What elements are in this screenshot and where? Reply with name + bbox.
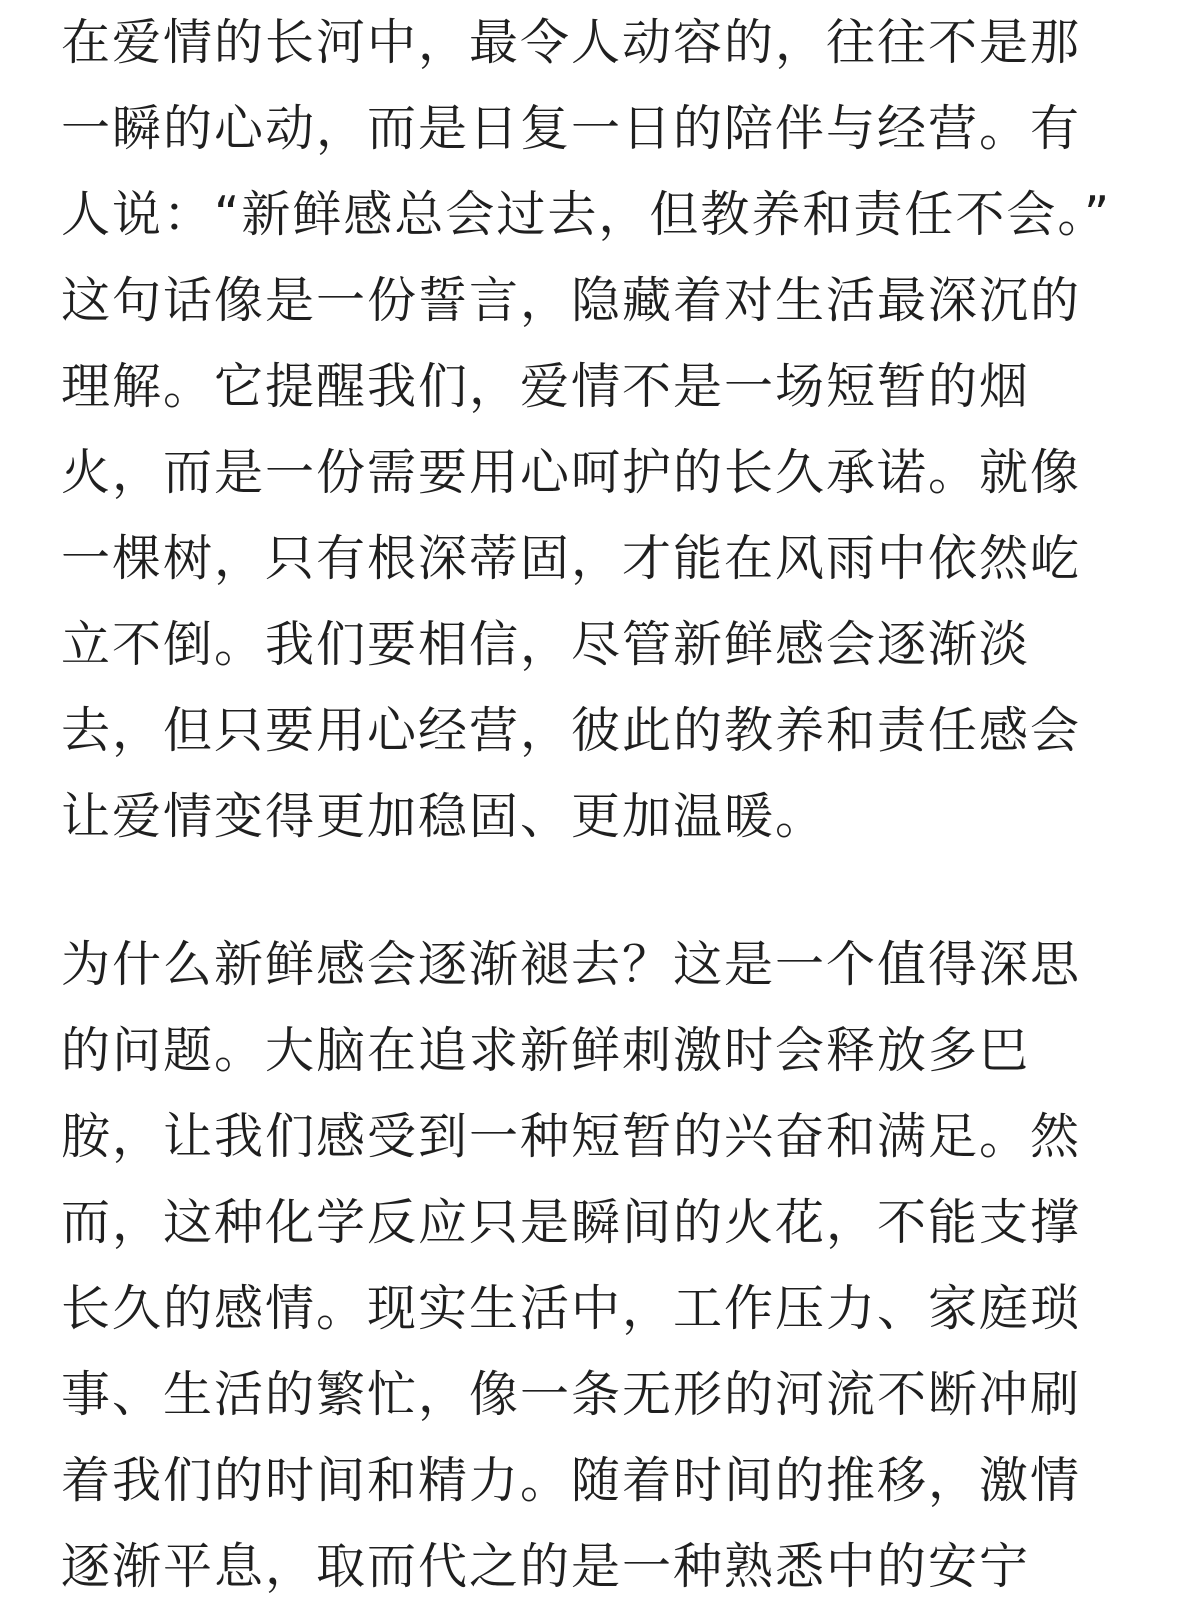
text-line: 长久的感情。现实生活中，工作压力、家庭琐 [61, 1280, 1082, 1337]
text-line: 逐渐平息，取而代之的是一种熟悉中的安宁 [61, 1538, 1031, 1595]
paragraph [61, 0, 1111, 860]
text-line: 为什么新鲜感会逐渐褪去？这是一个值得深思 [61, 936, 1082, 993]
text-line: 人说：“新鲜感总会过去，但教养和责任不会。” [61, 186, 1112, 243]
text-line: 胺，让我们感受到一种短暂的兴奋和满足。然 [61, 1108, 1082, 1165]
text-line: 这句话像是一份誓言，隐藏着对生活最深沉的 [61, 272, 1082, 329]
text-line: 火，而是一份需要用心呵护的长久承诺。就像 [61, 444, 1082, 501]
paragraph [61, 922, 1081, 1610]
text-line: 事、生活的繁忙，像一条无形的河流不断冲刷 [61, 1366, 1082, 1423]
text-line: 去，但只要用心经营，彼此的教养和责任感会 [61, 702, 1082, 759]
text-line: 着我们的时间和精力。随着时间的推移，激情 [61, 1452, 1082, 1509]
text-line: 的问题。大脑在追求新鲜刺激时会释放多巴 [61, 1022, 1031, 1079]
text-line: 一瞬的心动，而是日复一日的陪伴与经营。有 [61, 100, 1082, 157]
text-line: 立不倒。我们要相信，尽管新鲜感会逐渐淡 [61, 616, 1031, 673]
text-line: 理解。它提醒我们，爱情不是一场短暂的烟 [61, 358, 1031, 415]
text-line: 而，这种化学反应只是瞬间的火花，不能支撑 [61, 1194, 1082, 1251]
text-line: 在爱情的长河中，最令人动容的，往往不是那 [61, 14, 1082, 71]
text-line: 一棵树，只有根深蒂固，才能在风雨中依然屹 [61, 530, 1082, 587]
text-line: 让爱情变得更加稳固、更加温暖。 [61, 788, 827, 845]
